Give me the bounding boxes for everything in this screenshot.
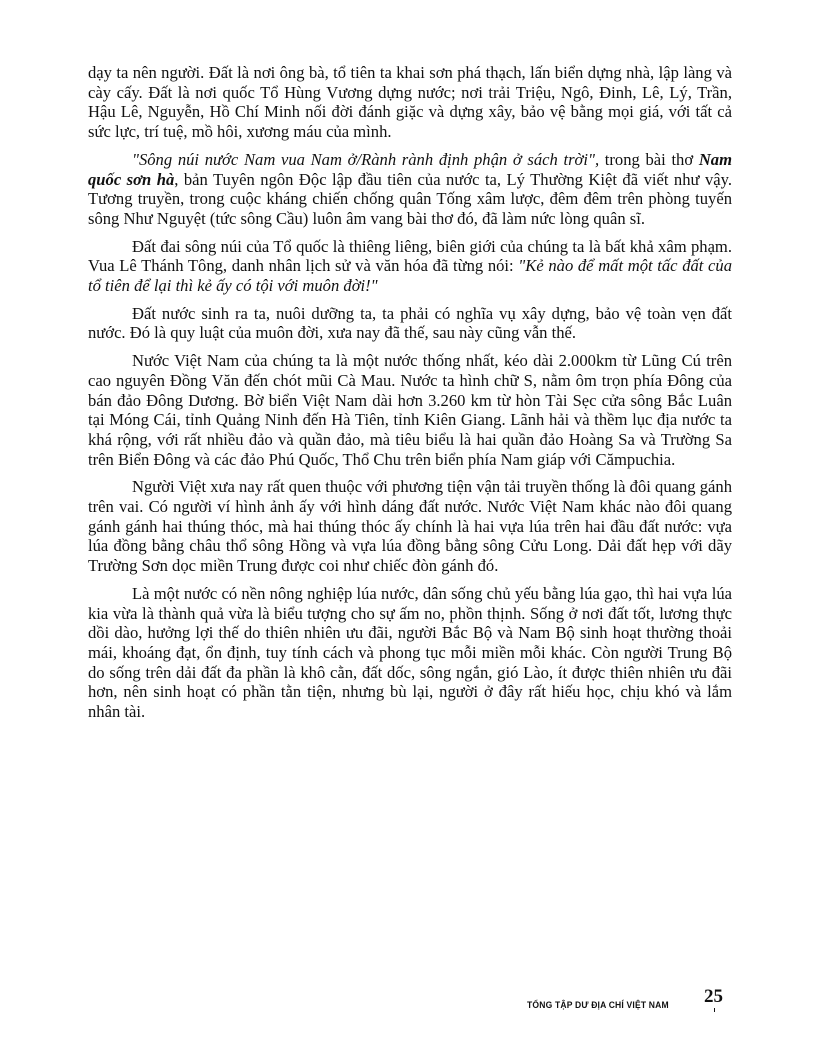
paragraph-5: Nước Việt Nam của chúng ta là một nước thống nhất, kéo dài 2.000km từ Lũng Cú trên cao nguyên Đồng Văn đến chót mũi Cà Mau. Nước ta hình chữ S, nằm ôm trọn phía Đông của bán đảo Đông Dương. Bờ biển Việt Nam dài hơn 3.260 km từ hòn Tài Sẹc cửa sông Bắc Luân tại Móng Cái, tỉnh Quảng Ninh đến Hà Tiên, tỉnh Kiên Giang. Lãnh hải và thềm lục địa nước ta khá rộng, với rất nhiều đảo và quần đảo, mà tiêu biểu là hai quần đảo Hoàng Sa và Trường Sa trên Biển Đông và các đảo Phú Quốc, Thổ Chu trên biển phía Nam giáp với Cămpuchia. <box>88 351 732 469</box>
king-quote: "Kẻ nào để mất một tấc đất của tổ tiên để lại thì kẻ ấy có tội với muôn đời!" <box>88 256 733 296</box>
paragraph-3 <box>88 237 732 296</box>
paragraph-1: dạy ta nên người. Đất là nơi ông bà, tổ tiên ta khai sơn phá thạch, lấn biển dựng nhà, lập làng và cày cấy. Đất là nơi quốc Tổ Hùng Vương dựng nước; nơi trải Triệu, Ngô, Đinh, Lê, Lý, Trần, Hậu Lê, Nguyễn, Hồ Chí Minh nối đời đánh giặc và dựng xây, bảo vệ bằng mọi giá, với tất cả sức lực, trí tuệ, mồ hôi, xương máu của mình. <box>88 63 732 142</box>
paragraph-6: Người Việt xưa nay rất quen thuộc với phương tiện vận tải truyền thống là đôi quang gánh trên vai. Có người ví hình ảnh ấy với hình dáng đất nước. Nước Việt Nam khác nào đôi quang gánh gánh hai thúng thóc, mà hai thúng thóc ấy chính là hai vựa lúa trên hai đầu đất nước: vựa lúa đồng bằng châu thổ sông Hồng và vựa lúa đồng bằng sông Cửu Long. Dải đất hẹp với dãy Trường Sơn dọc miền Trung được coi như chiếc đòn gánh đó. <box>88 477 732 576</box>
page-number: 25 <box>704 986 723 1007</box>
poem-title: Nam quốc sơn hà <box>88 149 732 189</box>
running-footer-title: TỔNG TẬP DƯ ĐỊA CHÍ VIỆT NAM <box>527 1000 669 1011</box>
body-text <box>88 63 732 730</box>
text-span: Đất đai sông núi của Tổ quốc là thiêng liêng, biên giới của chúng ta là bất khả xâm phạm. Vua Lê Thánh Tông, danh nhân lịch sử và văn hóa đã từng nói: <box>88 236 732 276</box>
page-mark <box>714 1008 715 1012</box>
paragraph-2 <box>88 150 732 229</box>
text-span: trong bài thơ <box>599 149 699 169</box>
paragraph-4: Đất nước sinh ra ta, nuôi dưỡng ta, ta phải có nghĩa vụ xây dựng, bảo vệ toàn vẹn đất nước. Đó là quy luật của muôn đời, xưa nay đã thế, sau này cũng vẫn thế. <box>88 303 732 343</box>
text-span: , bản Tuyên ngôn Độc lập đầu tiên của nước ta, Lý Thường Kiệt đã viết như vậy. Tương truyền, trong cuộc kháng chiến chống quân Tống xâm lược, đêm đêm trên phòng tuyến sông Như Nguyệt (tức sông Cầu) luôn âm vang bài thơ đó, đã làm nức lòng quân sĩ. <box>88 169 733 228</box>
paragraph-7: Là một nước có nền nông nghiệp lúa nước, dân sống chủ yếu bằng lúa gạo, thì hai vựa lúa kia vừa là thành quả vừa là biểu tượng cho sự ấm no, phồn thịnh. Sống ở nơi đất tốt, lương thực dồi dào, hưởng lợi thế do thiên nhiên ưu đãi, người Bắc Bộ và Nam Bộ sinh hoạt thường thoải mái, khoáng đạt, ổn định, tuy tính cách và phong tục mỗi miền mỗi khác. Còn người Trung Bộ do sống trên dải đất đa phần là khô cằn, đất dốc, sông ngắn, gió Lào, ít được thiên nhiên ưu đãi hơn, nên sinh hoạt có phần tằn tiện, nhưng bù lại, người ở đây rất hiếu học, chịu khó và lắm nhân tài. <box>88 583 732 722</box>
poem-quote: "Sông núi nước Nam vua Nam ở/Rành rành định phận ở sách trời", <box>132 149 600 169</box>
